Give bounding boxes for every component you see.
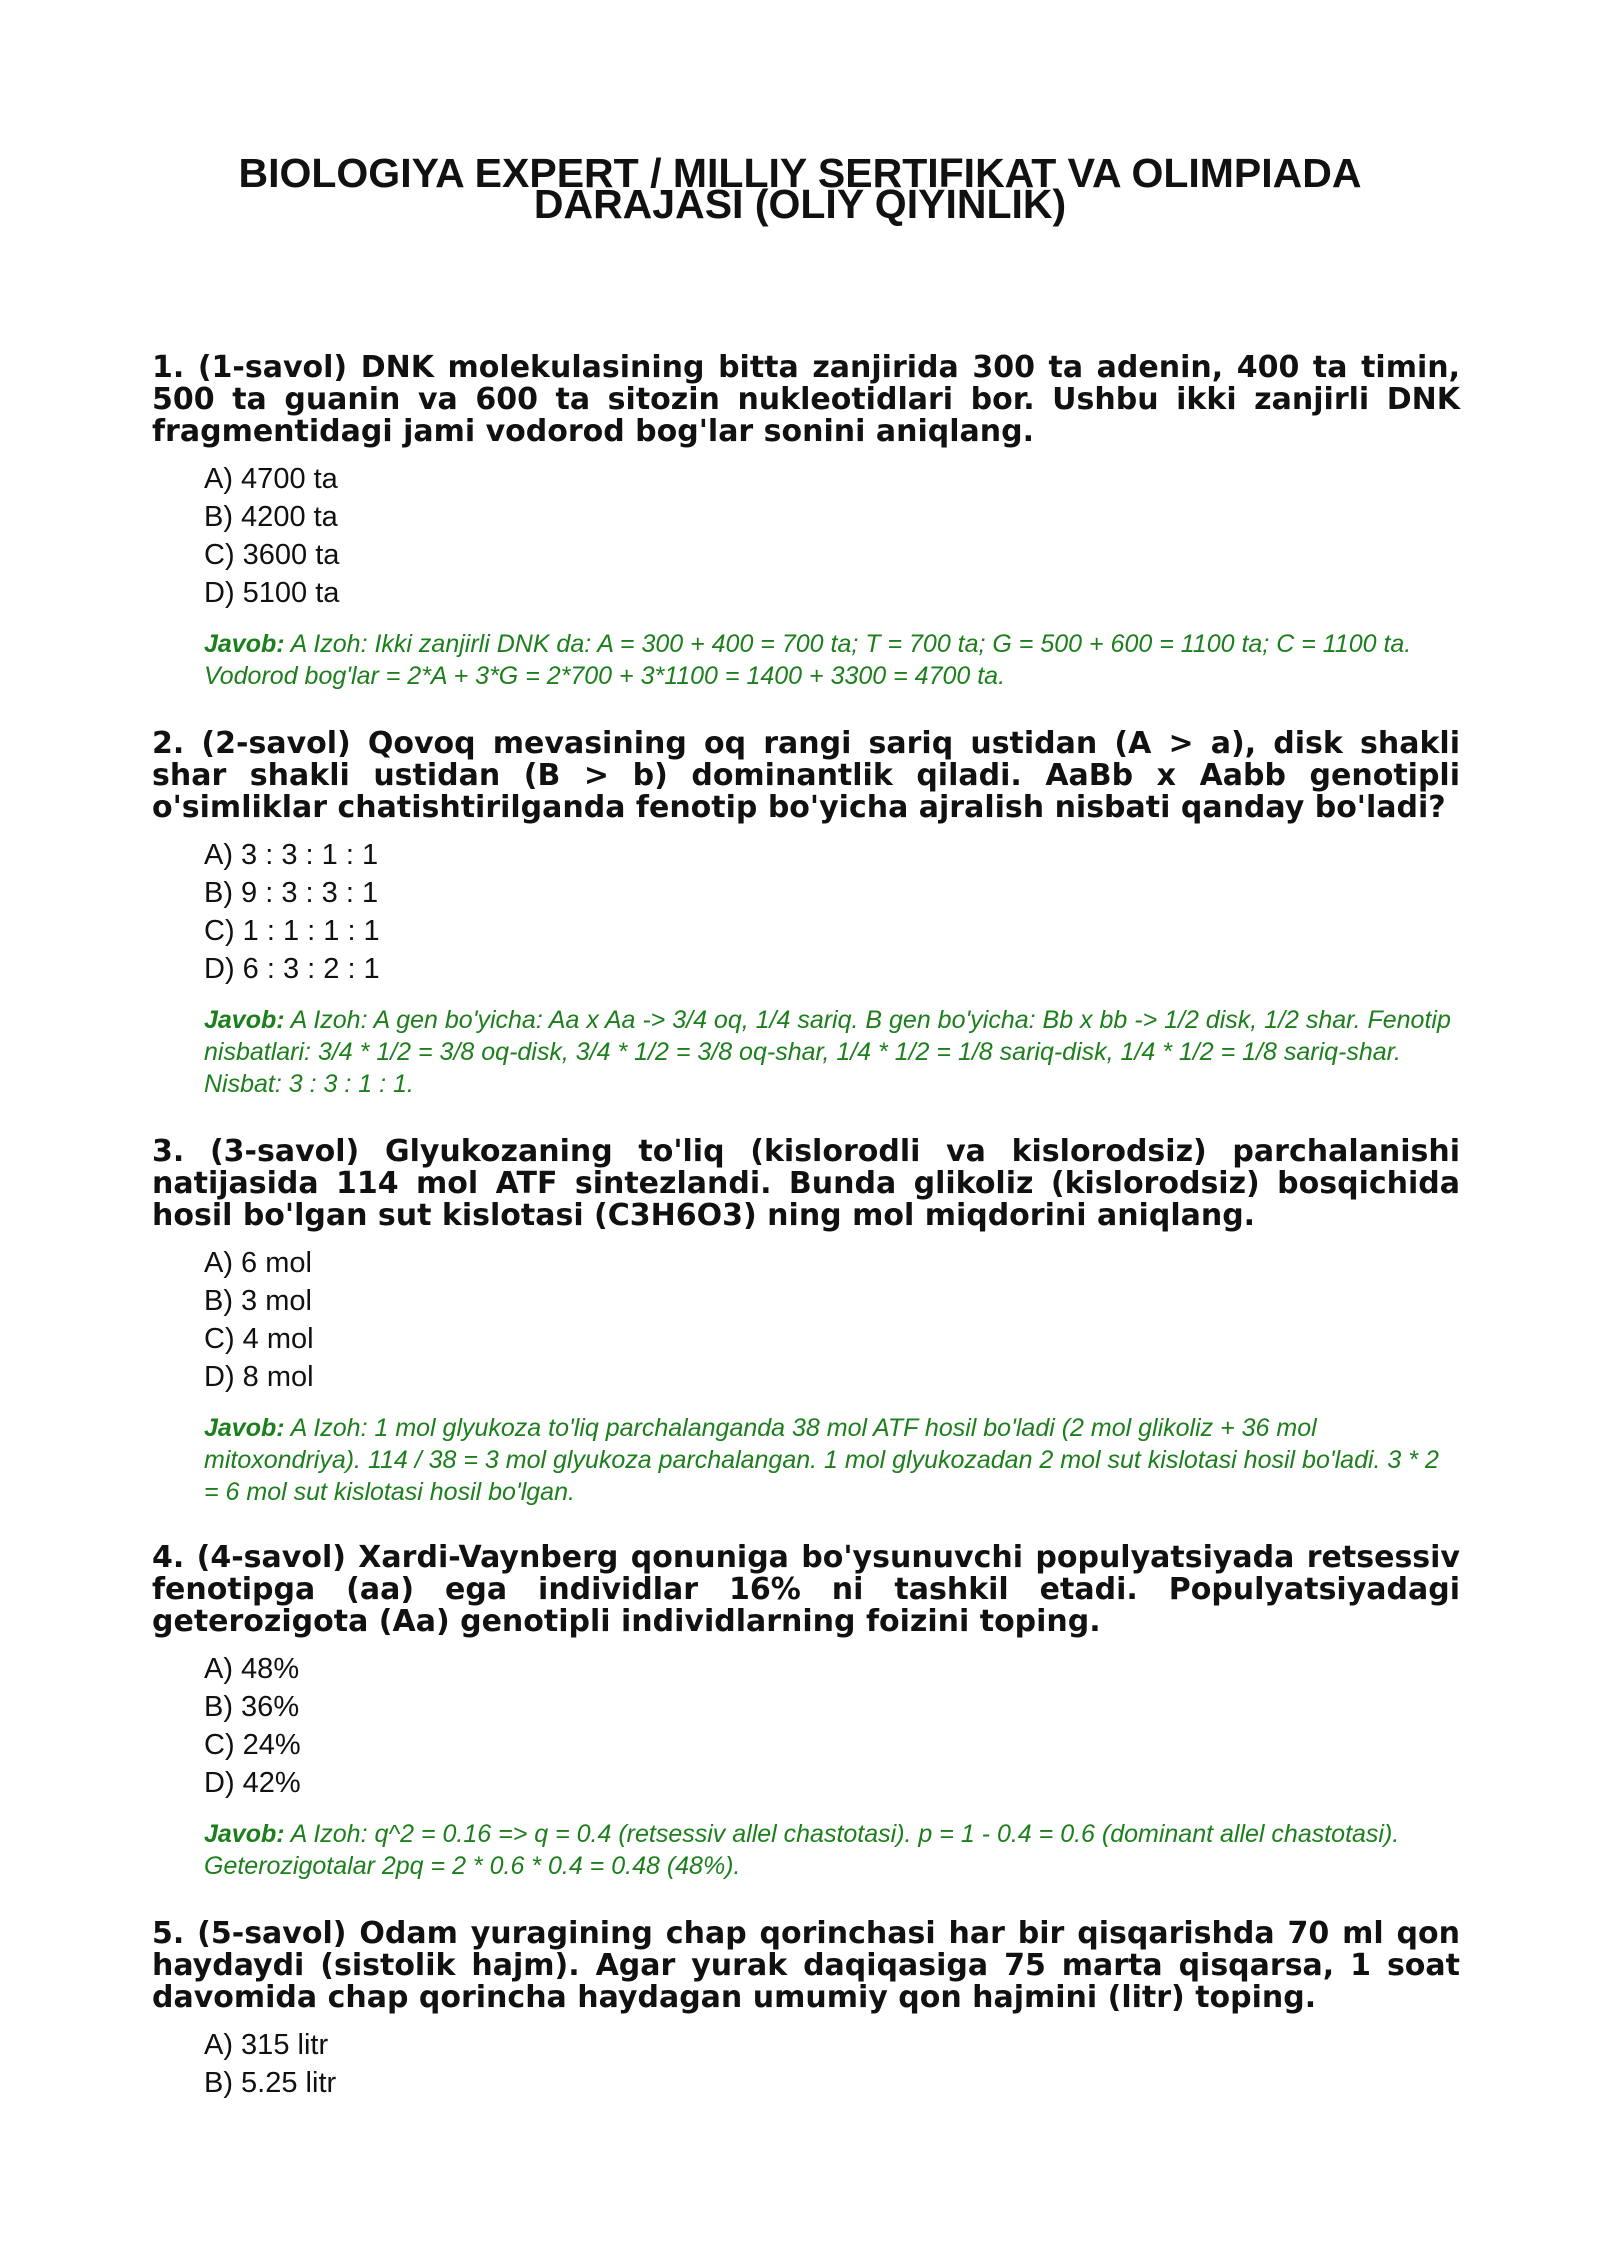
option-a: A) 6 mol xyxy=(204,1247,312,1279)
option-a: A) 4700 ta xyxy=(204,463,338,495)
answer-label: Javob: xyxy=(204,630,285,658)
answer-text: A Izoh: Ikki zanjirli DNK da: A = 300 + 400 = 700 ta; T = 700 ta; G = 500 + 600 = 1100 ta; C = 1100 ta. Vodorod bog'lar = 2*A + 3*G = 2*700 + 3*1100 = 1400 + 3300 = 4700 ta. xyxy=(204,630,1412,690)
option-c: C) 4 mol xyxy=(204,1323,314,1355)
options-list xyxy=(204,836,1460,988)
question-text: 1. (1-savol) DNK molekulasining bitta zanjirida 300 ta adenin, 400 ta timin, 500 ta guanin va 600 ta sitozin nukleotidlari bor. Ushbu ikki zanjirli DNK fragmentidagi jami vodorod bog'lar sonini aniqlang. xyxy=(152,350,1460,449)
answer-block xyxy=(204,628,1460,692)
answer-label: Javob: xyxy=(204,1820,285,1848)
question-4 xyxy=(152,1542,1460,1882)
options-list xyxy=(204,1244,1460,1396)
answer-text: A Izoh: 1 mol glyukoza to'liq parchalanganda 38 mol ATF hosil bo'ladi (2 mol glikoliz + 36 mol mitoxondriya). 114 / 38 = 3 mol glyukoza parchalangan. 1 mol glyukozadan 2 mol sut kislotasi hosil bo'ladi. 3 * 2 = 6 mol sut kislotasi hosil bo'lgan. xyxy=(204,1414,1439,1506)
option-b: B) 9 : 3 : 3 : 1 xyxy=(204,877,379,909)
question-2 xyxy=(152,728,1460,1100)
option-d: D) 42% xyxy=(204,1767,301,1799)
answer-label: Javob: xyxy=(204,1006,285,1034)
answer-block xyxy=(204,1004,1460,1100)
option-b: B) 36% xyxy=(204,1691,300,1723)
question-text: 3. (3-savol) Glyukozaning to'liq (kislorodli va kislorodsiz) parchalanishi natijasida 114 mol ATF sintezlandi. Bunda glikoliz (kislorodsiz) bosqichida hosil bo'lgan sut kislotasi (C3H6O3) ning mol miqdorini aniqlang. xyxy=(152,1134,1460,1233)
question-text: 2. (2-savol) Qovoq mevasining oq rangi sariq ustidan (A > a), disk shakli shar shakli ustidan (B > b) dominantlik qiladi. AaBb x Aabb genotipli o'simliklar chatishtirilganda fenotip bo'yicha ajralish nisbati qanday bo'ladi? xyxy=(152,726,1460,825)
options-list xyxy=(204,1650,1460,1802)
answer-block xyxy=(204,1412,1460,1508)
answer-block xyxy=(204,1818,1460,1882)
question-5 xyxy=(152,1918,1460,2102)
option-b: B) 3 mol xyxy=(204,1285,312,1317)
option-d: D) 6 : 3 : 2 : 1 xyxy=(204,953,380,985)
option-d: D) 5100 ta xyxy=(204,577,340,609)
option-c: C) 24% xyxy=(204,1729,301,1761)
option-b: B) 4200 ta xyxy=(204,501,338,533)
question-text: 5. (5-savol) Odam yuragining chap qorinchasi har bir qisqarishda 70 ml qon haydaydi (sistolik hajm). Agar yurak daqiqasiga 75 marta qisqarsa, 1 soat davomida chap qorincha haydagan umumiy qon hajmini (litr) toping. xyxy=(152,1916,1460,2015)
option-c: C) 3600 ta xyxy=(204,539,340,571)
options-list xyxy=(204,460,1460,612)
answer-text: A Izoh: q^2 = 0.16 => q = 0.4 (retsessiv allel chastotasi). p = 1 - 0.4 = 0.6 (dominant allel chastotasi). Geterozigotalar 2pq = 2 * 0.6 * 0.4 = 0.48 (48%). xyxy=(204,1820,1400,1880)
option-a: A) 48% xyxy=(204,1653,300,1685)
option-a: A) 3 : 3 : 1 : 1 xyxy=(204,839,379,871)
document-title: BIOLOGIYA EXPERT / MILLIY SERTIFIKAT VA OLIMPIADA DARAJASI (OLIY QIYINLIK) xyxy=(238,150,1362,227)
option-a: A) 315 litr xyxy=(204,2029,329,2061)
options-list xyxy=(204,2026,1460,2102)
question-3 xyxy=(152,1136,1460,1508)
option-d: D) 8 mol xyxy=(204,1361,314,1393)
answer-text: A Izoh: A gen bo'yicha: Aa x Aa -> 3/4 oq, 1/4 sariq. B gen bo'yicha: Bb x bb -> 1/2 disk, 1/2 shar. Fenotip nisbatlari: 3/4 * 1/2 = 3/8 oq-disk, 3/4 * 1/2 = 3/8 oq-shar, 1/4 * 1/2 = 1/8 sariq-disk, 1/4 * 1/2 = 1/8 sariq-shar. Nisbat: 3 : 3 : 1 : 1. xyxy=(204,1006,1451,1098)
question-text: 4. (4-savol) Xardi-Vaynberg qonuniga bo'ysunuvchi populyatsiyada retsessiv fenotipga (aa) ega individlar 16% ni tashkil etadi. Populyatsiyadagi geterozigota (Aa) genotipli individlarning foizini toping. xyxy=(152,1540,1460,1639)
answer-label: Javob: xyxy=(204,1414,285,1442)
option-c: C) 1 : 1 : 1 : 1 xyxy=(204,915,380,947)
question-1 xyxy=(152,352,1460,692)
option-b: B) 5.25 litr xyxy=(204,2067,337,2099)
